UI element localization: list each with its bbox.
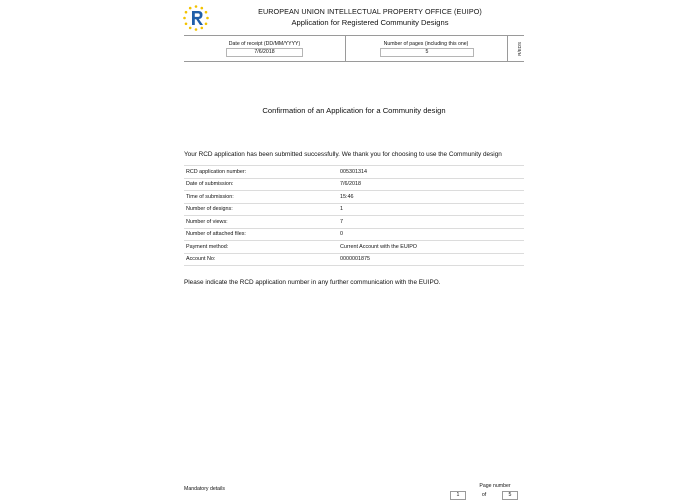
- row-label: Date of submission:: [184, 178, 336, 191]
- confirmation-intro: Your RCD application has been submitted successfully. We thank you for choosing to use the Community design: [184, 151, 502, 158]
- row-label: Number of designs:: [184, 203, 336, 216]
- confirmation-heading: Confirmation of an Application for a Community design: [262, 106, 446, 115]
- row-value: 7: [336, 216, 524, 229]
- receipt-date-label: Date of receipt (DD/MM/YYYY): [228, 41, 301, 47]
- pages-count-label: Number of pages (including this one): [383, 41, 469, 47]
- table-row: [184, 178, 524, 191]
- pages-count-value: 5: [380, 48, 474, 57]
- page-of-label: of: [481, 492, 487, 498]
- euipo-logo: [181, 3, 211, 33]
- row-label: Number of views:: [184, 216, 336, 229]
- page-number-label: Page number: [479, 483, 511, 489]
- row-label: Number of attached files:: [184, 228, 336, 241]
- page-current: 1: [450, 491, 466, 500]
- table-row: [184, 241, 524, 254]
- table-row: [184, 191, 524, 204]
- receipt-box: [184, 35, 524, 62]
- table-row: [184, 166, 524, 179]
- mandatory-details-label: Mandatory details: [184, 486, 225, 492]
- table-row: [184, 228, 524, 241]
- row-value: Current Account with the EUIPO: [336, 241, 524, 254]
- page-number: [450, 491, 518, 499]
- row-value: 7/6/2018: [336, 178, 524, 191]
- reference-note: Please indicate the RCD application number in any further communication with the EUIPO.: [184, 279, 441, 286]
- row-value: 005301314: [336, 166, 524, 179]
- row-value: 15:46: [336, 191, 524, 204]
- organization-name: EUROPEAN UNION INTELLECTUAL PROPERTY OFFICE (EUIPO): [258, 7, 482, 16]
- row-value: 0000001875: [336, 253, 524, 266]
- receipt-date-value: 7/6/2018: [226, 48, 303, 57]
- row-value: 0: [336, 228, 524, 241]
- row-value: 1: [336, 203, 524, 216]
- row-label: Account No:: [184, 253, 336, 266]
- form-code: R/EDS: [517, 42, 522, 56]
- table-row: [184, 253, 524, 266]
- row-label: RCD application number:: [184, 166, 336, 179]
- table-row: [184, 216, 524, 229]
- row-label: Payment method:: [184, 241, 336, 254]
- application-details-table: [184, 165, 524, 266]
- table-row: [184, 203, 524, 216]
- receipt-divider: [507, 36, 508, 61]
- page-total: 5: [502, 491, 518, 500]
- receipt-divider: [345, 36, 346, 61]
- row-label: Time of submission:: [184, 191, 336, 204]
- application-title: Application for Registered Community Designs: [291, 18, 449, 27]
